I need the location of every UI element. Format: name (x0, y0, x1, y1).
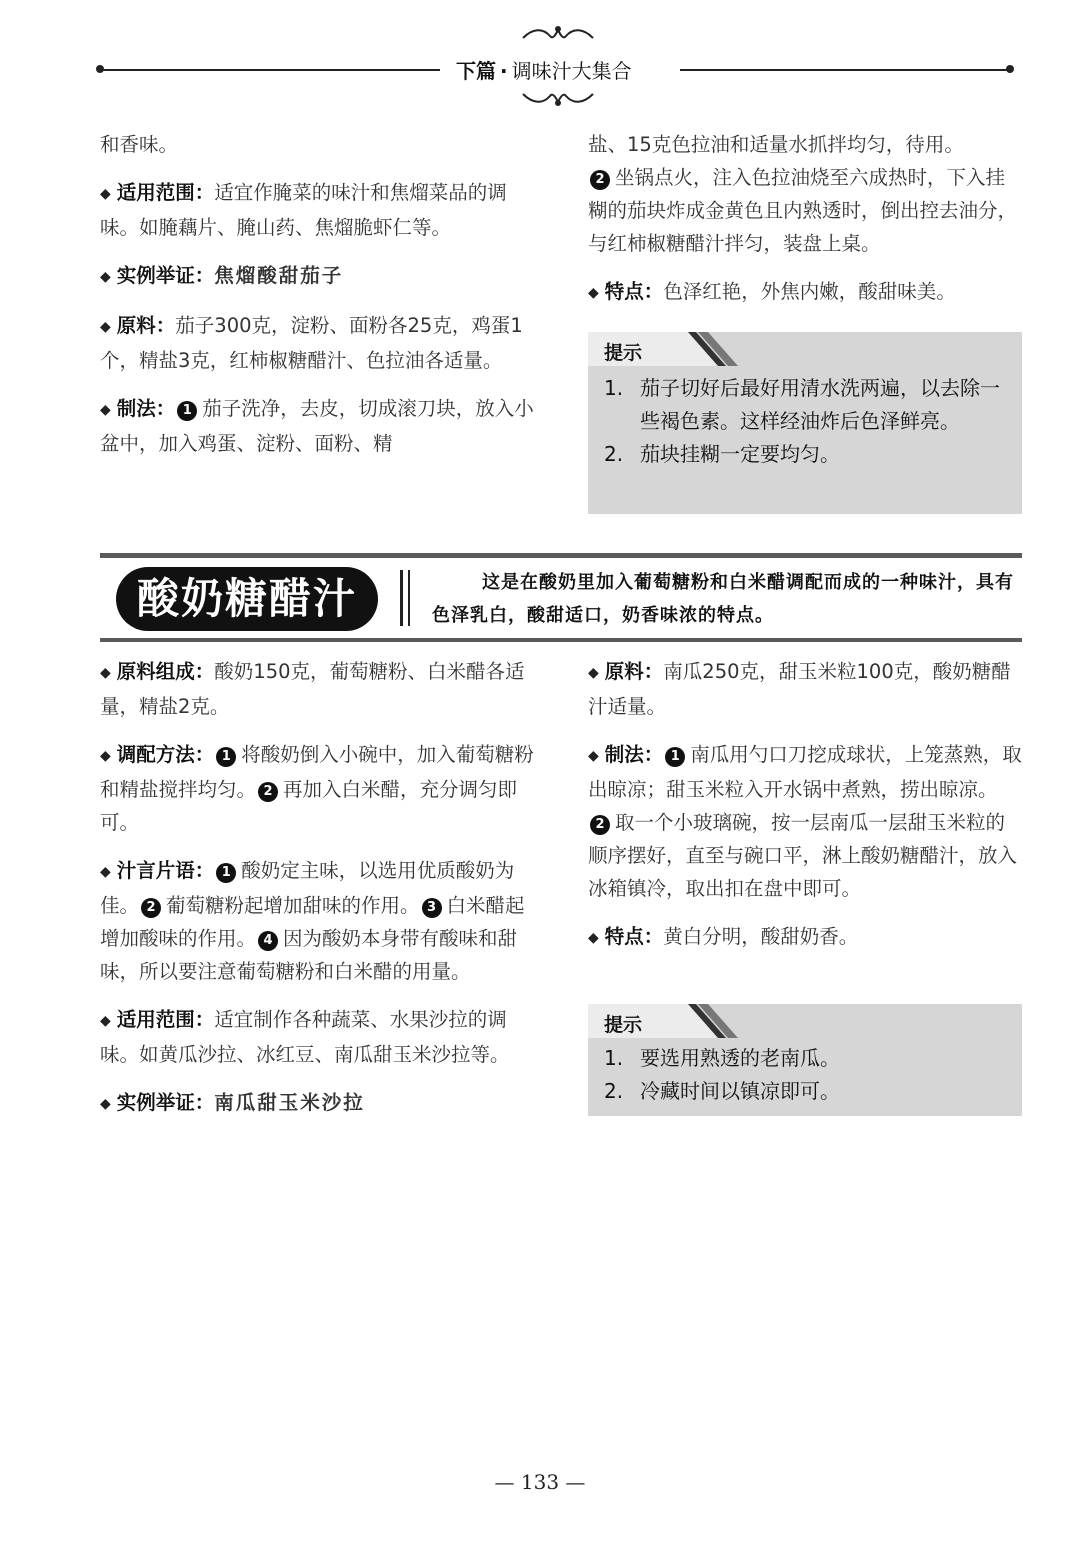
method-text-2: 取一个小玻璃碗，按一层南瓜一层甜玉米粒的顺序摆好，直至与碗口平，淋上酸奶糖醋汁，放入冰箱镇冷，取出扣在盘中即可。 (588, 811, 1018, 900)
diamond-bullet-icon: ◆ (588, 285, 599, 301)
scope-paragraph (100, 1003, 540, 1071)
step-number-icon: 2 (590, 815, 610, 835)
composition-label: 原料组成： (116, 660, 215, 683)
tip-list (604, 1042, 1008, 1108)
section-description-text: 这是在酸奶里加入葡萄糖粉和白米醋调配而成的一种味汁，具有色泽乳白，酸甜适口，奶香味浓的特点。 (432, 572, 1014, 626)
tip-item-number: 2. (604, 442, 624, 466)
tip-label: 提示 (604, 342, 643, 364)
header-part: 下篇 (456, 59, 496, 83)
banner-divider-bar-thin (408, 570, 410, 626)
diamond-bullet-icon: ◆ (100, 665, 111, 681)
tip-box (588, 1004, 1022, 1116)
step-number-icon: 3 (422, 898, 442, 918)
tip-box (588, 332, 1022, 514)
diamond-bullet-icon: ◆ (100, 402, 111, 418)
method-continued (588, 128, 1024, 260)
feature-text: 黄白分明，酸甜奶香。 (663, 925, 859, 948)
example-text: 南瓜甜玉米沙拉 (214, 1091, 365, 1114)
notes-label: 汁言片语： (116, 859, 215, 882)
feature-label: 特点： (604, 925, 664, 948)
method-paragraph (588, 738, 1024, 905)
step-number-icon: 1 (216, 863, 236, 883)
header-ornament-top (518, 24, 598, 44)
example-paragraph (100, 259, 540, 294)
top-left-column (100, 128, 540, 475)
feature-text: 色泽红艳，外焦内嫩，酸甜味美。 (663, 280, 956, 303)
banner-divider-bar (400, 570, 403, 626)
section-rule-top (100, 553, 1022, 558)
ingredients-paragraph (588, 655, 1024, 723)
step-number-icon: 1 (216, 747, 236, 767)
header-ornament-bottom (518, 88, 598, 108)
ingredients-text: 茄子300克，淀粉、面粉各25克，鸡蛋1个，精盐3克，红柿椒糖醋汁、色拉油各适量。 (100, 314, 523, 372)
tip-item-text: 要选用熟透的老南瓜。 (640, 1046, 840, 1070)
example-text: 焦熘酸甜茄子 (214, 264, 344, 287)
diamond-bullet-icon: ◆ (100, 748, 111, 764)
method-label: 制法： (604, 743, 664, 766)
bottom-left-column (100, 655, 540, 1136)
notes-text-1: 酸奶定主味，以选用优质酸奶为佳。 (100, 859, 515, 917)
tip-item (604, 438, 1008, 471)
ingredients-label: 原料： (604, 660, 664, 683)
scope-text: 适宜作腌菜的味汁和焦熘菜品的调味。如腌藕片、腌山药、焦熘脆虾仁等。 (100, 181, 507, 239)
notes-text-2: 葡萄糖粉起增加甜味的作用。 (166, 894, 420, 917)
diamond-bullet-icon: ◆ (100, 269, 111, 285)
step-number-icon: 2 (590, 170, 610, 190)
method-text: 茄子洗净，去皮，切成滚刀块，放入小盆中，加入鸡蛋、淀粉、面粉、精 (100, 397, 534, 455)
header-line-dot-right (1006, 65, 1014, 73)
method-paragraph (100, 392, 540, 460)
scope-label: 适用范围： (116, 181, 215, 204)
diamond-bullet-icon: ◆ (588, 665, 599, 681)
notes-paragraph (100, 854, 540, 988)
prep-paragraph (100, 738, 540, 839)
step-number-icon: 2 (258, 782, 278, 802)
diamond-bullet-icon: ◆ (588, 748, 599, 764)
example-label: 实例举证： (116, 264, 215, 287)
tip-item-number: 2. (604, 1079, 624, 1103)
tip-label: 提示 (604, 1014, 643, 1036)
scope-paragraph (100, 176, 540, 244)
diamond-bullet-icon: ◆ (100, 1096, 111, 1112)
diamond-bullet-icon: ◆ (100, 1013, 111, 1029)
top-right-column (588, 128, 1024, 325)
composition-paragraph (100, 655, 540, 723)
tip-item-text: 冷藏时间以镇凉即可。 (640, 1079, 840, 1103)
diamond-bullet-icon: ◆ (100, 864, 111, 880)
header-line-left (100, 69, 440, 71)
scope-label: 适用范围： (116, 1008, 215, 1031)
feature-paragraph (588, 920, 1024, 955)
tip-item-number: 1. (604, 376, 624, 400)
step-number-icon: 4 (258, 931, 278, 951)
diamond-bullet-icon: ◆ (100, 186, 111, 202)
feature-paragraph (588, 275, 1024, 310)
continuation-text: 和香味。 (100, 133, 179, 156)
diamond-bullet-icon: ◆ (588, 930, 599, 946)
tip-item (604, 372, 1008, 438)
scope-text: 适宜制作各种蔬菜、水果沙拉的调味。如黄瓜沙拉、冰红豆、南瓜甜玉米沙拉等。 (100, 1008, 510, 1066)
feature-label: 特点： (604, 280, 664, 303)
tip-item (604, 1042, 1008, 1075)
page-number: — 133 — (494, 1470, 586, 1494)
header-title: 调味汁大集合 (511, 59, 632, 83)
example-label: 实例举证： (116, 1091, 215, 1114)
step-number-icon: 2 (141, 898, 161, 918)
method-label: 制法： (116, 397, 176, 420)
ingredients-paragraph (100, 309, 540, 377)
method-text-2: 坐锅点火，注入色拉油烧至六成热时，下入挂糊的茄块炸成金黄色且内熟透时，倒出控去油分，与红柿椒糖醋汁拌匀，装盘上桌。 (588, 166, 1018, 255)
ingredients-label: 原料： (116, 314, 176, 337)
tip-item-text: 茄块挂糊一定要均匀。 (640, 442, 840, 466)
bottom-right-column (588, 655, 1024, 970)
method-text-1: 南瓜用勺口刀挖成球状，上笼蒸熟，取出晾凉；甜玉米粒入开水锅中煮熟，捞出晾凉。 (588, 743, 1022, 801)
header-separator: · (500, 59, 508, 83)
notes-text-3: 白米醋起增加酸味的作用。 (100, 894, 525, 950)
notes-text-4: 因为酸奶本身带有酸味和甜味，所以要注意葡萄糖粉和白米醋的用量。 (100, 927, 518, 983)
header-line-right (680, 69, 1010, 71)
prep-label: 调配方法： (116, 743, 215, 766)
ingredients-text: 南瓜250克，甜玉米粒100克，酸奶糖醋汁适量。 (588, 660, 1011, 718)
section-title: 酸奶糖醋汁 (116, 567, 378, 631)
method-cont-text: 盐、15克色拉油和适量水抓拌均匀，待用。 (588, 133, 964, 156)
step-number-icon: 1 (177, 401, 197, 421)
example-paragraph (100, 1086, 540, 1121)
section-description (432, 566, 1022, 632)
tip-item-text: 茄子切好后最好用清水洗两遍，以去除一些褐色素。这样经油炸后色泽鲜亮。 (640, 376, 1000, 433)
section-rule-bottom (100, 638, 1022, 642)
diamond-bullet-icon: ◆ (100, 319, 111, 335)
prep-text-1: 将酸奶倒入小碗中，加入葡萄糖粉和精盐搅拌均匀。 (100, 743, 534, 801)
step-number-icon: 1 (665, 747, 685, 767)
tip-item (604, 1075, 1008, 1108)
tip-list (604, 372, 1008, 471)
composition-text: 酸奶150克，葡萄糖粉、白米醋各适量，精盐2克。 (100, 660, 525, 718)
prep-text-2: 再加入白米醋，充分调匀即可。 (100, 778, 518, 834)
tip-item-number: 1. (604, 1046, 624, 1070)
running-header (456, 55, 632, 84)
